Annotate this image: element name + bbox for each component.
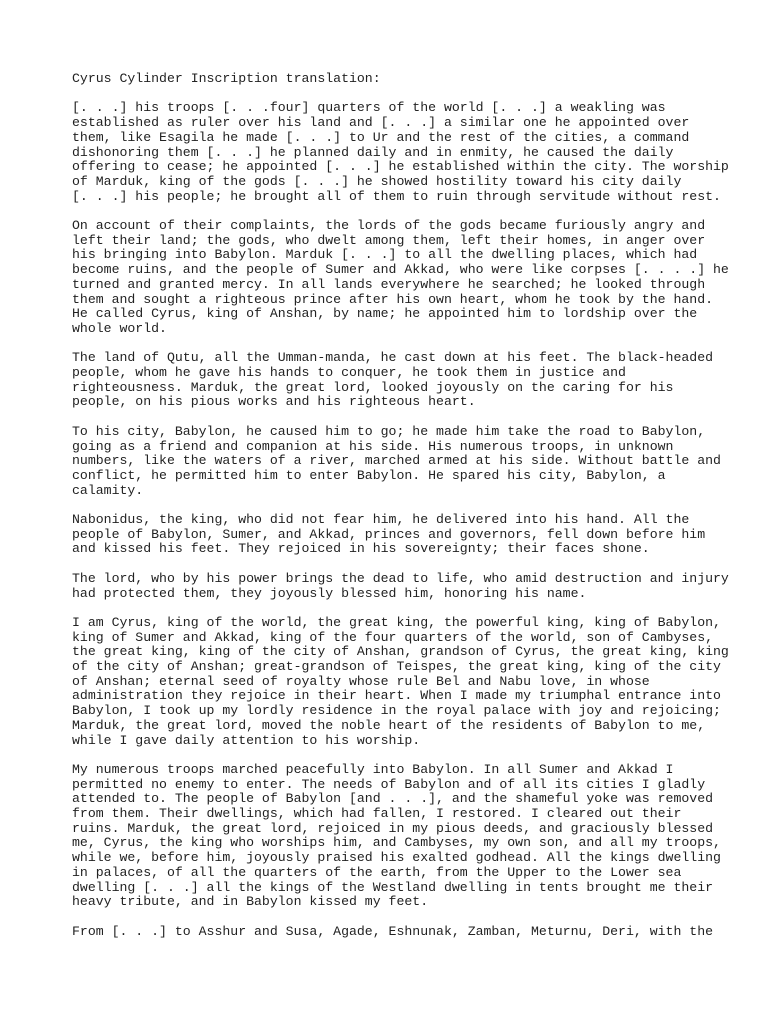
paragraph: [72, 925, 712, 940]
text-line: ruins. Marduk, the great lord, rejoiced in my pious deeds, and graciously blessed: [72, 820, 714, 836]
text-line: calamity.: [72, 482, 144, 498]
text-line: I am Cyrus, king of the world, the great king, the powerful king, king of Babylon,: [72, 614, 721, 630]
text-line: Babylon, I took up my lordly residence in the royal palace with joy and rejoicing;: [72, 703, 721, 719]
text-line: The land of Qutu, all the Umman-manda, he cast down at his feet. The black-headed: [72, 350, 714, 366]
document-body: [72, 100, 729, 939]
text-line: permitted no enemy to enter. The needs of Babylon and of all its cities I gladly: [72, 776, 706, 792]
text-line: become ruins, and the people of Sumer and Akkad, who were like corpses [. . . .] he: [72, 262, 729, 278]
text-line: He called Cyrus, king of Anshan, by name; he appointed him to lordship over the: [72, 306, 698, 322]
text-line: conflict, he permitted him to enter Babylon. He spared his city, Babylon, a: [72, 467, 666, 483]
text-line: administration they rejoice in their heart. When I made my triumphal entrance into: [72, 688, 721, 704]
paragraph: [72, 218, 729, 337]
text-line: attended to. The people of Babylon [and . . .], and the shameful yoke was removed: [72, 791, 714, 807]
text-line: people, on his pious works and his righteous heart.: [72, 394, 476, 410]
text-line: My numerous troops marched peacefully into Babylon. In all Sumer and Akkad I: [72, 761, 674, 777]
document-title: Cyrus Cylinder Inscription translation:: [72, 71, 381, 86]
text-line: had protected them, they joyously blessed him, honoring his name.: [72, 585, 587, 601]
paragraph: [72, 614, 729, 748]
text-line: [. . .] his troops [. . .four] quarters of the world [. . .] a weakling was: [72, 100, 666, 116]
text-line: king of Sumer and Akkad, king of the four quarters of the world, son of Cambyses,: [72, 629, 714, 645]
text-line: of Anshan; eternal seed of royalty whose rule Bel and Nabu love, in whose: [72, 673, 650, 689]
text-line: me, Cyrus, the king who worships him, and Cambyses, my own son, and all my troops,: [72, 835, 721, 851]
text-line: the great king, king of the city of Anshan, grandson of Cyrus, the great king, king: [72, 644, 729, 660]
text-line: On account of their complaints, the lords of the gods became furiously angry and: [72, 218, 706, 233]
text-line: people, whom he gave his hands to conquer, he took them in justice and: [72, 365, 626, 381]
text-line: left their land; the gods, who dwelt among them, left their homes, in anger over: [72, 232, 706, 248]
text-line: of Marduk, king of the gods [. . .] he showed hostility toward his city daily: [72, 173, 682, 189]
text-line: going as a friend and companion at his side. His numerous troops, in unknown: [72, 438, 674, 454]
text-line: while I gave daily attention to his worship.: [72, 732, 421, 748]
text-line: numbers, like the waters of a river, marched armed at his side. Without battle and: [72, 453, 721, 469]
text-line: people of Babylon, Sumer, and Akkad, princes and governors, fell down before him: [72, 526, 706, 542]
text-line: turned and granted mercy. In all lands everywhere he searched; he looked through: [72, 276, 706, 292]
text-line: in palaces, of all the quarters of the earth, from the Upper to the Lower sea: [72, 864, 682, 880]
text-line: heavy tribute, and in Babylon kissed my feet.: [72, 894, 429, 910]
text-line: The lord, who by his power brings the dead to life, who amid destruction and injury: [72, 570, 729, 586]
paragraph: [72, 351, 712, 410]
text-line: Nabonidus, the king, who did not fear him, he delivered into his hand. All the: [72, 512, 690, 528]
text-line: offering to cease; he appointed [. . .] he established within the city. The worship: [72, 159, 729, 175]
text-line: dishonoring them [. . .] he planned daily and in enmity, he caused the daily: [72, 144, 674, 160]
paragraph: [72, 761, 721, 910]
text-line: his bringing into Babylon. Marduk [. . .] to all the dwelling places, which had: [72, 247, 698, 263]
text-line: of the city of Anshan; great-grandson of Teispes, the great king, king of the city: [72, 659, 721, 675]
paragraph: [72, 423, 721, 499]
text-line: and kissed his feet. They rejoiced in his sovereignty; their faces shone.: [72, 541, 650, 557]
text-line: from them. Their dwellings, which had fallen, I restored. I cleared out their: [72, 806, 682, 822]
text-line: Marduk, the great lord, moved the noble heart of the residents of Babylon to me,: [72, 717, 706, 733]
text-line: them, like Esagila he made [. . .] to Ur and the rest of the cities, a command: [72, 129, 690, 145]
paragraph: [72, 570, 729, 601]
text-line: dwelling [. . .] all the kings of the Westland dwelling in tents brought me their: [72, 879, 714, 895]
text-line: established as ruler over his land and [. . .] a similar one he appointed over: [72, 115, 690, 131]
document-page: [72, 71, 729, 954]
paragraph: [72, 513, 712, 557]
paragraph: [72, 100, 729, 204]
text-line: [. . .] his people; he brought all of them to ruin through servitude without rest.: [72, 188, 721, 204]
text-line: them and sought a righteous prince after his own heart, whom he took by the hand.: [72, 291, 714, 307]
text-line: From [. . .] to Asshur and Susa, Agade, Eshnunak, Zamban, Meturnu, Deri, with the: [72, 923, 714, 939]
text-line: whole world.: [72, 320, 167, 336]
text-line: righteousness. Marduk, the great lord, looked joyously on the caring for his: [72, 379, 674, 395]
text-line: To his city, Babylon, he caused him to go; he made him take the road to Babylon,: [72, 423, 706, 439]
text-line: while we, before him, joyously praised his exalted godhead. All the kings dwelling: [72, 850, 721, 866]
